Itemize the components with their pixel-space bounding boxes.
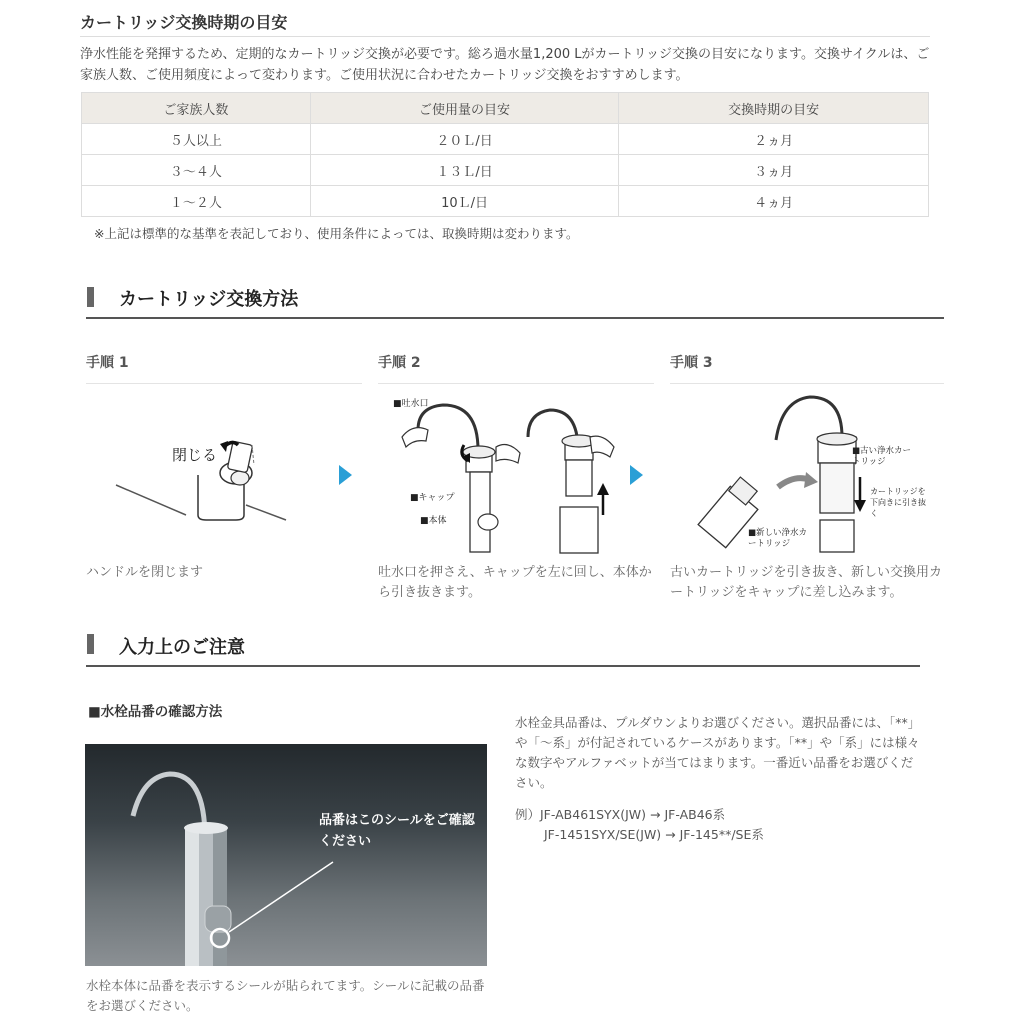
table-row — [82, 186, 929, 217]
section-bar-icon — [87, 287, 94, 307]
spout-label: ■吐水口 — [393, 399, 429, 409]
close-label: 閉じる — [172, 446, 218, 464]
table-row — [82, 155, 929, 186]
body-label: ■本体 — [420, 516, 447, 526]
table-cell: ４ヵ月 — [619, 186, 929, 217]
table-header-family: ご家族人数 — [82, 93, 311, 124]
next-step-arrow-icon — [630, 465, 643, 485]
step-1-description: ハンドルを閉じます — [86, 565, 204, 580]
pull-down-label: カートリッジを下向きに引き抜く — [870, 487, 926, 518]
photo-caption: 品番はこのシールをご確認ください — [319, 813, 475, 849]
step-2-illustration — [378, 395, 658, 555]
table-cell: ３ヵ月 — [619, 155, 929, 186]
example-line-1: 例）JF-AB461SYX(JW) → JF-AB46系 — [515, 807, 726, 822]
example-line-2: JF-1451SYX/SE(JW) → JF-145**/SE系 — [544, 827, 764, 842]
model-check-subtitle: ■水栓品番の確認方法 — [88, 704, 223, 720]
timing-footnote: ※上記は標準的な基準を表記しており、使用条件によっては、取換時期は変わります。 — [94, 226, 579, 241]
table-header-usage: ご使用量の目安 — [310, 93, 619, 124]
replacement-timing-table — [81, 92, 929, 217]
method-divider — [86, 317, 944, 319]
step-2-label: 手順 2 — [378, 355, 421, 371]
table-header-row — [82, 93, 929, 124]
step-3-description: 古いカートリッジを引き抜き、新しい交換用カートリッジをキャップに差し込みます。 — [670, 565, 942, 600]
step-1-label: 手順 1 — [86, 355, 129, 371]
timing-intro-text: 浄水性能を発揮するため、定期的なカートリッジ交換が必要です。総ろ過水量1,200 Lがカートリッジ交換の目安になります。交換サイクルは、ご家族人数、ご使用頻度によって変わります。ご使用状況に合わせたカートリッジ交換をおすすめします。 — [80, 47, 930, 83]
faucet-label-photo — [85, 744, 487, 966]
old-cartridge-label: ■古い浄水カートリッジ — [852, 446, 912, 467]
step-2-divider — [378, 383, 654, 384]
step-1-divider — [86, 383, 362, 384]
step-3-divider — [670, 383, 944, 384]
timing-divider — [80, 36, 930, 37]
notes-divider — [86, 665, 920, 667]
new-cartridge-label: ■新しい浄水カートリッジ — [748, 528, 808, 549]
faucet-photo-illustration — [85, 744, 487, 966]
method-section-title: カートリッジ交換方法 — [119, 289, 299, 310]
step-2-description: 吐水口を押さえ、キャップを左に回し、本体から引き抜きます。 — [378, 565, 652, 600]
table-cell: ２ヵ月 — [619, 124, 929, 155]
photo-description: 水栓本体に品番を表示するシールが貼られてます。シールに記載の品番をお選びください。 — [86, 978, 485, 1013]
table-cell: １３Ｌ/日 — [310, 155, 619, 186]
next-step-arrow-icon — [339, 465, 352, 485]
table-row — [82, 124, 929, 155]
step-3-label: 手順 3 — [670, 355, 713, 371]
table-header-interval: 交換時期の目安 — [619, 93, 929, 124]
notes-section-title: 入力上のご注意 — [119, 637, 245, 658]
table-cell: １～２人 — [82, 186, 311, 217]
step-1-illustration — [86, 405, 366, 550]
table-cell: 10Ｌ/日 — [310, 186, 619, 217]
table-cell: ２０Ｌ/日 — [310, 124, 619, 155]
table-cell: ５人以上 — [82, 124, 311, 155]
model-selection-note: 水栓金具品番は、プルダウンよりお選びください。選択品番には、「**」や「～系」が付記されているケースがあります。「**」や「系」には様々な数字やアルファベットが当てはまります。一番近い品番をお選びください。 — [515, 715, 920, 790]
timing-section-title: カートリッジ交換時期の目安 — [80, 13, 288, 32]
table-cell: ３～４人 — [82, 155, 311, 186]
section-bar-icon — [87, 634, 94, 654]
cap-label: ■キャップ — [410, 493, 455, 503]
